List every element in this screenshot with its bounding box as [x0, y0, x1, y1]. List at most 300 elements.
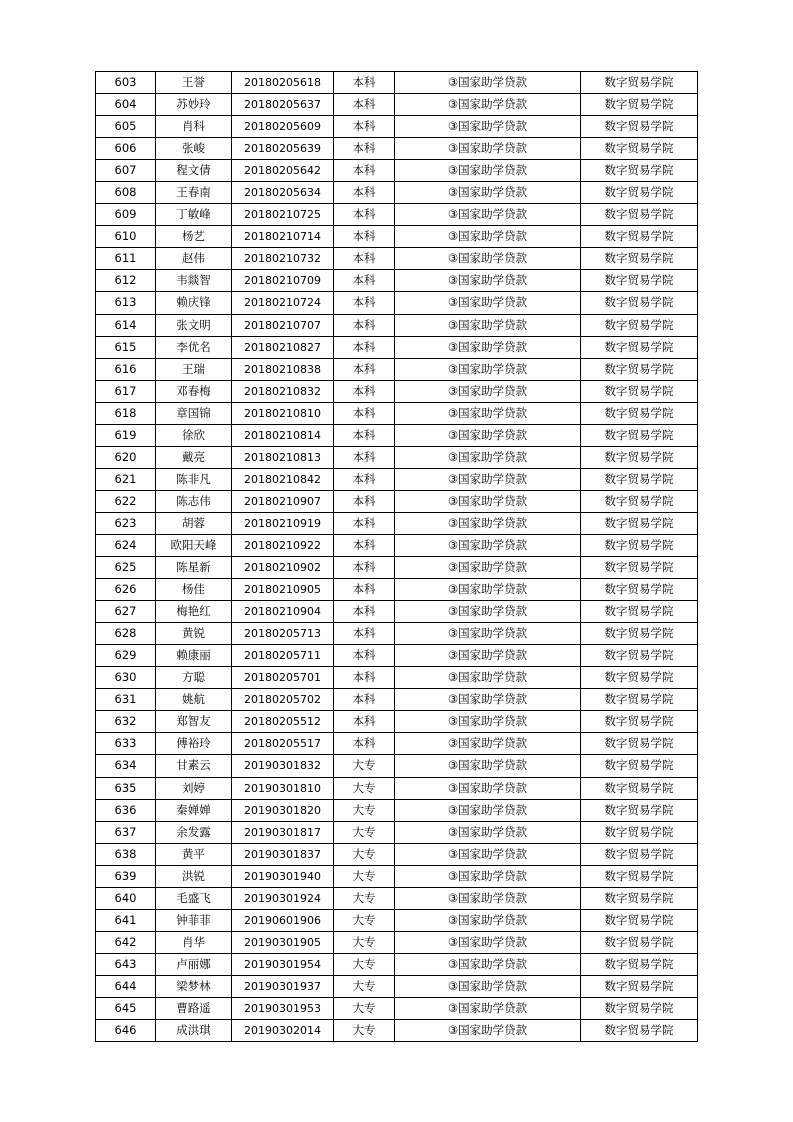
aid-type-cell: ③国家助学贷款	[395, 160, 581, 182]
row-number-cell: 611	[96, 248, 156, 270]
aid-type-cell: ③国家助学贷款	[395, 138, 581, 160]
degree-level-cell: 本科	[334, 534, 395, 556]
student-name-cell: 黄锐	[156, 623, 232, 645]
table-row	[96, 1020, 698, 1042]
student-name-cell: 欧阳天峰	[156, 534, 232, 556]
aid-type-cell: ③国家助学贷款	[395, 72, 581, 94]
table-row	[96, 557, 698, 579]
college-cell: 数字贸易学院	[581, 799, 698, 821]
degree-level-cell: 本科	[334, 512, 395, 534]
degree-level-cell: 本科	[334, 116, 395, 138]
aid-type-cell: ③国家助学贷款	[395, 336, 581, 358]
student-name-cell: 梅艳红	[156, 601, 232, 623]
aid-type-cell: ③国家助学贷款	[395, 711, 581, 733]
college-cell: 数字贸易学院	[581, 204, 698, 226]
row-number-cell: 615	[96, 336, 156, 358]
college-cell: 数字贸易学院	[581, 182, 698, 204]
row-number-cell: 614	[96, 314, 156, 336]
student-name-cell: 韦燚智	[156, 270, 232, 292]
student-name-cell: 王誉	[156, 72, 232, 94]
aid-type-cell: ③国家助学贷款	[395, 182, 581, 204]
aid-type-cell: ③国家助学贷款	[395, 975, 581, 997]
aid-type-cell: ③国家助学贷款	[395, 667, 581, 689]
aid-type-cell: ③国家助学贷款	[395, 292, 581, 314]
degree-level-cell: 本科	[334, 601, 395, 623]
aid-type-cell: ③国家助学贷款	[395, 557, 581, 579]
college-cell: 数字贸易学院	[581, 689, 698, 711]
row-number-cell: 616	[96, 358, 156, 380]
degree-level-cell: 本科	[334, 402, 395, 424]
student-name-cell: 赵伟	[156, 248, 232, 270]
aid-type-cell: ③国家助学贷款	[395, 446, 581, 468]
row-number-cell: 645	[96, 997, 156, 1019]
student-name-cell: 张峻	[156, 138, 232, 160]
college-cell: 数字贸易学院	[581, 138, 698, 160]
row-number-cell: 603	[96, 72, 156, 94]
degree-level-cell: 本科	[334, 689, 395, 711]
student-id-cell: 20180210724	[232, 292, 334, 314]
student-id-cell: 20180205618	[232, 72, 334, 94]
student-id-cell: 20180205609	[232, 116, 334, 138]
table-row	[96, 358, 698, 380]
degree-level-cell: 本科	[334, 160, 395, 182]
student-id-cell: 20180210842	[232, 468, 334, 490]
degree-level-cell: 本科	[334, 314, 395, 336]
student-name-cell: 甘素云	[156, 755, 232, 777]
student-id-cell: 20180210922	[232, 534, 334, 556]
college-cell: 数字贸易学院	[581, 72, 698, 94]
table-row	[96, 424, 698, 446]
row-number-cell: 619	[96, 424, 156, 446]
table-row	[96, 138, 698, 160]
table-row	[96, 755, 698, 777]
table-row	[96, 975, 698, 997]
aid-type-cell: ③国家助学贷款	[395, 733, 581, 755]
student-id-cell: 20180210827	[232, 336, 334, 358]
student-id-cell: 20190301832	[232, 755, 334, 777]
student-id-cell: 20180210832	[232, 380, 334, 402]
student-id-cell: 20180210814	[232, 424, 334, 446]
row-number-cell: 642	[96, 931, 156, 953]
aid-type-cell: ③国家助学贷款	[395, 402, 581, 424]
degree-level-cell: 大专	[334, 843, 395, 865]
row-number-cell: 632	[96, 711, 156, 733]
student-id-cell: 20180210907	[232, 490, 334, 512]
student-name-cell: 毛盛飞	[156, 887, 232, 909]
student-id-cell: 20190301937	[232, 975, 334, 997]
row-number-cell: 604	[96, 94, 156, 116]
student-name-cell: 王瑞	[156, 358, 232, 380]
student-name-cell: 王春南	[156, 182, 232, 204]
college-cell: 数字贸易学院	[581, 292, 698, 314]
degree-level-cell: 本科	[334, 94, 395, 116]
student-name-cell: 杨艺	[156, 226, 232, 248]
student-name-cell: 丁敏峰	[156, 204, 232, 226]
student-id-cell: 20180205642	[232, 160, 334, 182]
degree-level-cell: 本科	[334, 468, 395, 490]
row-number-cell: 644	[96, 975, 156, 997]
degree-level-cell: 大专	[334, 953, 395, 975]
student-id-cell: 20180205517	[232, 733, 334, 755]
degree-level-cell: 大专	[334, 931, 395, 953]
degree-level-cell: 本科	[334, 490, 395, 512]
row-number-cell: 627	[96, 601, 156, 623]
aid-type-cell: ③国家助学贷款	[395, 512, 581, 534]
student-id-cell: 20180205512	[232, 711, 334, 733]
table-row	[96, 490, 698, 512]
college-cell: 数字贸易学院	[581, 1020, 698, 1042]
row-number-cell: 640	[96, 887, 156, 909]
row-number-cell: 608	[96, 182, 156, 204]
table-body	[96, 72, 698, 1042]
student-id-cell: 20180210905	[232, 579, 334, 601]
student-id-cell: 20180210919	[232, 512, 334, 534]
student-name-cell: 戴亮	[156, 446, 232, 468]
table-row	[96, 116, 698, 138]
aid-type-cell: ③国家助学贷款	[395, 270, 581, 292]
degree-level-cell: 本科	[334, 182, 395, 204]
student-aid-table	[95, 71, 698, 1042]
row-number-cell: 610	[96, 226, 156, 248]
degree-level-cell: 大专	[334, 865, 395, 887]
aid-type-cell: ③国家助学贷款	[395, 226, 581, 248]
student-name-cell: 陈志伟	[156, 490, 232, 512]
aid-type-cell: ③国家助学贷款	[395, 645, 581, 667]
degree-level-cell: 大专	[334, 777, 395, 799]
college-cell: 数字贸易学院	[581, 512, 698, 534]
student-name-cell: 郑智友	[156, 711, 232, 733]
student-name-cell: 秦婵婵	[156, 799, 232, 821]
college-cell: 数字贸易学院	[581, 424, 698, 446]
row-number-cell: 637	[96, 821, 156, 843]
row-number-cell: 633	[96, 733, 156, 755]
degree-level-cell: 本科	[334, 204, 395, 226]
table-row	[96, 226, 698, 248]
student-id-cell: 20180210725	[232, 204, 334, 226]
student-name-cell: 李优名	[156, 336, 232, 358]
table-row	[96, 953, 698, 975]
student-name-cell: 卢丽娜	[156, 953, 232, 975]
table-row	[96, 865, 698, 887]
table-row	[96, 799, 698, 821]
aid-type-cell: ③国家助学贷款	[395, 755, 581, 777]
row-number-cell: 623	[96, 512, 156, 534]
college-cell: 数字贸易学院	[581, 953, 698, 975]
college-cell: 数字贸易学院	[581, 711, 698, 733]
table-row	[96, 843, 698, 865]
student-id-cell: 20180205637	[232, 94, 334, 116]
row-number-cell: 646	[96, 1020, 156, 1042]
row-number-cell: 612	[96, 270, 156, 292]
table-row	[96, 689, 698, 711]
degree-level-cell: 大专	[334, 909, 395, 931]
aid-type-cell: ③国家助学贷款	[395, 601, 581, 623]
college-cell: 数字贸易学院	[581, 358, 698, 380]
table-row	[96, 204, 698, 226]
student-name-cell: 余发露	[156, 821, 232, 843]
aid-type-cell: ③国家助学贷款	[395, 865, 581, 887]
row-number-cell: 605	[96, 116, 156, 138]
table-row	[96, 182, 698, 204]
aid-type-cell: ③国家助学贷款	[395, 204, 581, 226]
student-id-cell: 20180205711	[232, 645, 334, 667]
college-cell: 数字贸易学院	[581, 446, 698, 468]
aid-type-cell: ③国家助学贷款	[395, 579, 581, 601]
student-name-cell: 刘婷	[156, 777, 232, 799]
student-id-cell: 20190301810	[232, 777, 334, 799]
table-row	[96, 534, 698, 556]
college-cell: 数字贸易学院	[581, 248, 698, 270]
table-row	[96, 623, 698, 645]
student-name-cell: 洪锐	[156, 865, 232, 887]
table-row	[96, 777, 698, 799]
aid-type-cell: ③国家助学贷款	[395, 777, 581, 799]
table-row	[96, 468, 698, 490]
student-name-cell: 肖科	[156, 116, 232, 138]
aid-type-cell: ③国家助学贷款	[395, 94, 581, 116]
row-number-cell: 634	[96, 755, 156, 777]
row-number-cell: 617	[96, 380, 156, 402]
student-id-cell: 20180210714	[232, 226, 334, 248]
row-number-cell: 643	[96, 953, 156, 975]
table-row	[96, 270, 698, 292]
aid-type-cell: ③国家助学贷款	[395, 909, 581, 931]
row-number-cell: 630	[96, 667, 156, 689]
college-cell: 数字贸易学院	[581, 116, 698, 138]
student-id-cell: 20180210813	[232, 446, 334, 468]
student-id-cell: 20180205639	[232, 138, 334, 160]
student-name-cell: 苏妙玲	[156, 94, 232, 116]
college-cell: 数字贸易学院	[581, 733, 698, 755]
college-cell: 数字贸易学院	[581, 909, 698, 931]
degree-level-cell: 本科	[334, 292, 395, 314]
student-name-cell: 张文明	[156, 314, 232, 336]
college-cell: 数字贸易学院	[581, 975, 698, 997]
student-name-cell: 程文倩	[156, 160, 232, 182]
student-id-cell: 20190301837	[232, 843, 334, 865]
degree-level-cell: 本科	[334, 270, 395, 292]
table-row	[96, 645, 698, 667]
row-number-cell: 628	[96, 623, 156, 645]
table-row	[96, 667, 698, 689]
aid-type-cell: ③国家助学贷款	[395, 534, 581, 556]
college-cell: 数字贸易学院	[581, 601, 698, 623]
student-id-cell: 20180210810	[232, 402, 334, 424]
student-id-cell: 20180205634	[232, 182, 334, 204]
aid-type-cell: ③国家助学贷款	[395, 931, 581, 953]
student-name-cell: 邓春梅	[156, 380, 232, 402]
degree-level-cell: 本科	[334, 72, 395, 94]
degree-level-cell: 大专	[334, 975, 395, 997]
student-id-cell: 20190301940	[232, 865, 334, 887]
student-name-cell: 章国锦	[156, 402, 232, 424]
student-id-cell: 20190601906	[232, 909, 334, 931]
student-id-cell: 20190301820	[232, 799, 334, 821]
college-cell: 数字贸易学院	[581, 490, 698, 512]
college-cell: 数字贸易学院	[581, 314, 698, 336]
college-cell: 数字贸易学院	[581, 997, 698, 1019]
aid-type-cell: ③国家助学贷款	[395, 821, 581, 843]
row-number-cell: 607	[96, 160, 156, 182]
aid-type-cell: ③国家助学贷款	[395, 953, 581, 975]
table-row	[96, 931, 698, 953]
degree-level-cell: 本科	[334, 380, 395, 402]
college-cell: 数字贸易学院	[581, 777, 698, 799]
aid-type-cell: ③国家助学贷款	[395, 997, 581, 1019]
aid-type-cell: ③国家助学贷款	[395, 623, 581, 645]
row-number-cell: 613	[96, 292, 156, 314]
student-name-cell: 姚航	[156, 689, 232, 711]
student-name-cell: 曹路遥	[156, 997, 232, 1019]
college-cell: 数字贸易学院	[581, 843, 698, 865]
college-cell: 数字贸易学院	[581, 667, 698, 689]
degree-level-cell: 本科	[334, 336, 395, 358]
row-number-cell: 639	[96, 865, 156, 887]
row-number-cell: 625	[96, 557, 156, 579]
table-row	[96, 997, 698, 1019]
degree-level-cell: 大专	[334, 997, 395, 1019]
student-name-cell: 肖华	[156, 931, 232, 953]
row-number-cell: 618	[96, 402, 156, 424]
student-name-cell: 胡蓉	[156, 512, 232, 534]
student-id-cell: 20190301817	[232, 821, 334, 843]
student-id-cell: 20180210707	[232, 314, 334, 336]
table-row	[96, 292, 698, 314]
table-row	[96, 248, 698, 270]
aid-type-cell: ③国家助学贷款	[395, 116, 581, 138]
student-name-cell: 陈非凡	[156, 468, 232, 490]
aid-type-cell: ③国家助学贷款	[395, 799, 581, 821]
college-cell: 数字贸易学院	[581, 336, 698, 358]
college-cell: 数字贸易学院	[581, 865, 698, 887]
aid-type-cell: ③国家助学贷款	[395, 248, 581, 270]
table-row	[96, 909, 698, 931]
degree-level-cell: 本科	[334, 557, 395, 579]
degree-level-cell: 本科	[334, 623, 395, 645]
aid-type-cell: ③国家助学贷款	[395, 380, 581, 402]
student-name-cell: 杨佳	[156, 579, 232, 601]
row-number-cell: 621	[96, 468, 156, 490]
student-name-cell: 梁梦林	[156, 975, 232, 997]
college-cell: 数字贸易学院	[581, 557, 698, 579]
degree-level-cell: 本科	[334, 226, 395, 248]
college-cell: 数字贸易学院	[581, 579, 698, 601]
table-row	[96, 821, 698, 843]
aid-type-cell: ③国家助学贷款	[395, 887, 581, 909]
table-row	[96, 601, 698, 623]
table-row	[96, 160, 698, 182]
degree-level-cell: 本科	[334, 424, 395, 446]
college-cell: 数字贸易学院	[581, 270, 698, 292]
table-row	[96, 72, 698, 94]
student-id-cell: 20180210709	[232, 270, 334, 292]
row-number-cell: 638	[96, 843, 156, 865]
row-number-cell: 626	[96, 579, 156, 601]
table-row	[96, 733, 698, 755]
student-id-cell: 20190301953	[232, 997, 334, 1019]
student-id-cell: 20190301924	[232, 887, 334, 909]
degree-level-cell: 大专	[334, 1020, 395, 1042]
college-cell: 数字贸易学院	[581, 402, 698, 424]
row-number-cell: 609	[96, 204, 156, 226]
degree-level-cell: 本科	[334, 667, 395, 689]
college-cell: 数字贸易学院	[581, 226, 698, 248]
college-cell: 数字贸易学院	[581, 468, 698, 490]
college-cell: 数字贸易学院	[581, 887, 698, 909]
row-number-cell: 629	[96, 645, 156, 667]
table-row	[96, 711, 698, 733]
degree-level-cell: 大专	[334, 887, 395, 909]
college-cell: 数字贸易学院	[581, 94, 698, 116]
college-cell: 数字贸易学院	[581, 821, 698, 843]
student-name-cell: 方聪	[156, 667, 232, 689]
student-name-cell: 傅裕玲	[156, 733, 232, 755]
table-row	[96, 402, 698, 424]
row-number-cell: 606	[96, 138, 156, 160]
degree-level-cell: 大专	[334, 799, 395, 821]
student-id-cell: 20180210838	[232, 358, 334, 380]
row-number-cell: 624	[96, 534, 156, 556]
student-name-cell: 黄平	[156, 843, 232, 865]
college-cell: 数字贸易学院	[581, 931, 698, 953]
student-id-cell: 20180210904	[232, 601, 334, 623]
college-cell: 数字贸易学院	[581, 645, 698, 667]
degree-level-cell: 大专	[334, 755, 395, 777]
aid-type-cell: ③国家助学贷款	[395, 843, 581, 865]
row-number-cell: 636	[96, 799, 156, 821]
table-row	[96, 94, 698, 116]
college-cell: 数字贸易学院	[581, 380, 698, 402]
table-row	[96, 336, 698, 358]
row-number-cell: 635	[96, 777, 156, 799]
table-row	[96, 512, 698, 534]
table-row	[96, 887, 698, 909]
student-name-cell: 赖庆锋	[156, 292, 232, 314]
table-row	[96, 314, 698, 336]
degree-level-cell: 本科	[334, 733, 395, 755]
college-cell: 数字贸易学院	[581, 534, 698, 556]
degree-level-cell: 大专	[334, 821, 395, 843]
table-row	[96, 380, 698, 402]
degree-level-cell: 本科	[334, 138, 395, 160]
student-name-cell: 陈星新	[156, 557, 232, 579]
student-name-cell: 钟菲菲	[156, 909, 232, 931]
degree-level-cell: 本科	[334, 446, 395, 468]
student-id-cell: 20180205713	[232, 623, 334, 645]
student-name-cell: 赖康丽	[156, 645, 232, 667]
student-name-cell: 成洪琪	[156, 1020, 232, 1042]
student-id-cell: 20180205702	[232, 689, 334, 711]
aid-type-cell: ③国家助学贷款	[395, 490, 581, 512]
row-number-cell: 622	[96, 490, 156, 512]
student-id-cell: 20180210902	[232, 557, 334, 579]
degree-level-cell: 本科	[334, 579, 395, 601]
degree-level-cell: 本科	[334, 711, 395, 733]
row-number-cell: 641	[96, 909, 156, 931]
aid-type-cell: ③国家助学贷款	[395, 358, 581, 380]
aid-type-cell: ③国家助学贷款	[395, 424, 581, 446]
aid-type-cell: ③国家助学贷款	[395, 314, 581, 336]
degree-level-cell: 本科	[334, 645, 395, 667]
college-cell: 数字贸易学院	[581, 623, 698, 645]
degree-level-cell: 本科	[334, 358, 395, 380]
aid-type-cell: ③国家助学贷款	[395, 1020, 581, 1042]
row-number-cell: 620	[96, 446, 156, 468]
student-id-cell: 20190302014	[232, 1020, 334, 1042]
aid-type-cell: ③国家助学贷款	[395, 468, 581, 490]
degree-level-cell: 本科	[334, 248, 395, 270]
student-id-cell: 20190301905	[232, 931, 334, 953]
